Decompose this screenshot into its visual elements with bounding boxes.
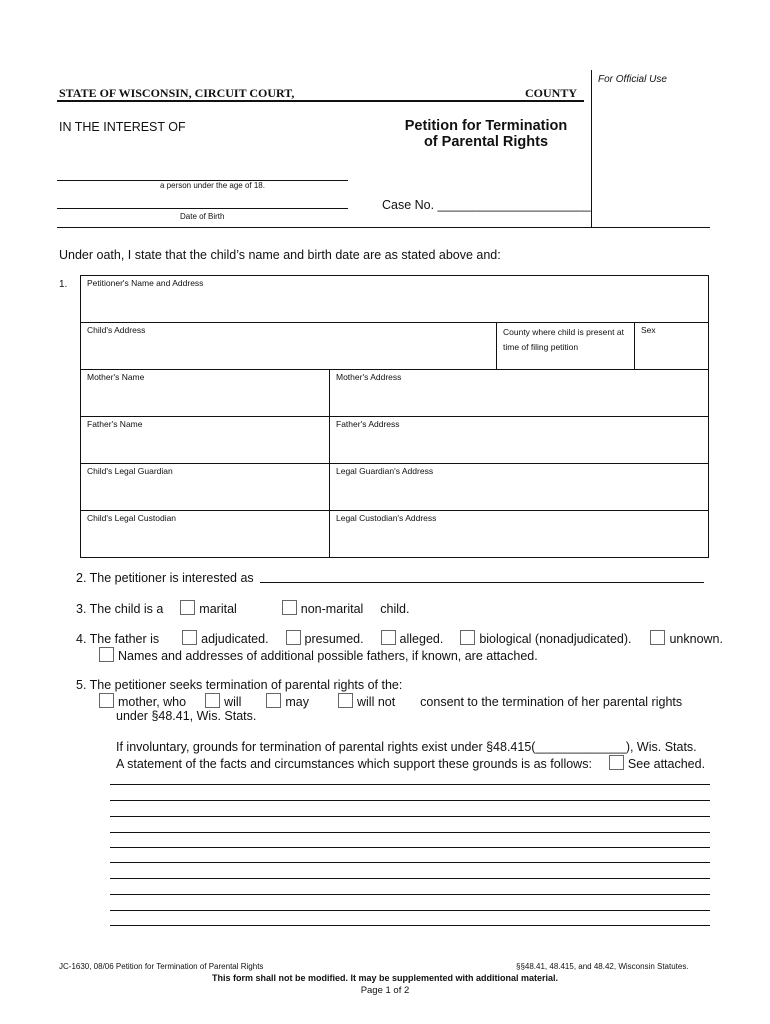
item-4-row bbox=[76, 630, 723, 646]
person-under-18-label: a person under the age of 18. bbox=[160, 181, 265, 190]
county-present-label-1: County where child is present at bbox=[503, 327, 624, 337]
court-label: STATE OF WISCONSIN, CIRCUIT COURT, bbox=[59, 86, 295, 100]
see-attached-checkbox[interactable] bbox=[609, 755, 624, 770]
custodian-address-cell[interactable] bbox=[330, 511, 709, 558]
mothers-name-cell[interactable] bbox=[81, 370, 330, 417]
consent-text: consent to the termination of her parental rights bbox=[420, 695, 683, 709]
statement-line[interactable] bbox=[110, 894, 710, 895]
county-label: COUNTY bbox=[525, 86, 578, 100]
alleged-label: alleged. bbox=[399, 632, 444, 646]
official-use-label: For Official Use bbox=[598, 74, 667, 85]
marital-checkbox[interactable] bbox=[180, 600, 195, 615]
item-3-row bbox=[76, 600, 409, 616]
guardian-address-cell[interactable] bbox=[330, 464, 709, 511]
will-not-checkbox[interactable] bbox=[338, 693, 353, 708]
mothers-address-label: Mother's Address bbox=[336, 372, 402, 382]
statement-line[interactable] bbox=[110, 878, 710, 879]
may-label: may bbox=[285, 695, 310, 709]
court-underline bbox=[57, 100, 584, 102]
guardian-address-label: Legal Guardian's Address bbox=[336, 466, 434, 476]
marital-label: marital bbox=[199, 602, 237, 616]
footer-page-number: Page 1 of 2 bbox=[360, 985, 410, 996]
item-5-options-row bbox=[99, 693, 682, 709]
sex-label: Sex bbox=[641, 325, 656, 335]
item-3-suffix: child. bbox=[380, 602, 410, 616]
fathers-address-cell[interactable] bbox=[330, 417, 709, 464]
mothers-name-label: Mother's Name bbox=[87, 372, 145, 382]
non-marital-label: non-marital bbox=[300, 602, 364, 616]
non-marital-checkbox[interactable] bbox=[282, 600, 297, 615]
item-1-number: 1. bbox=[59, 279, 68, 290]
mother-label: mother, who bbox=[118, 695, 187, 709]
mothers-address-cell[interactable] bbox=[330, 370, 709, 417]
item-2-interest: 2. The petitioner is interested as bbox=[76, 571, 254, 585]
adjudicated-label: adjudicated. bbox=[201, 632, 269, 646]
sex-cell[interactable] bbox=[635, 323, 709, 370]
petitioner-name-address-cell[interactable] bbox=[81, 276, 709, 323]
statement-text: A statement of the facts and circumstances which support these grounds is as follows: bbox=[116, 757, 592, 771]
presumed-checkbox[interactable] bbox=[286, 630, 301, 645]
statement-line[interactable] bbox=[110, 862, 710, 863]
statement-line[interactable] bbox=[110, 925, 710, 926]
see-attached-label: See attached. bbox=[627, 757, 706, 771]
fathers-name-cell[interactable] bbox=[81, 417, 330, 464]
fathers-name-label: Father's Name bbox=[87, 419, 143, 429]
in-interest-label: IN THE INTEREST OF bbox=[59, 120, 186, 134]
involuntary-grounds: If involuntary, grounds for termination of parental rights exist under §48.415(_____________), Wis. Stats. bbox=[116, 740, 697, 754]
may-checkbox[interactable] bbox=[266, 693, 281, 708]
footer-form-id: JC-1630, 08/06 Petition for Termination of Parental Rights bbox=[59, 962, 264, 971]
statement-line[interactable] bbox=[110, 784, 710, 785]
statement-line[interactable] bbox=[110, 816, 710, 817]
presumed-label: presumed. bbox=[304, 632, 364, 646]
county-present-cell[interactable] bbox=[497, 323, 635, 370]
unknown-label: unknown. bbox=[669, 632, 723, 646]
item-3-prefix: 3. The child is a bbox=[76, 602, 164, 616]
header-bottom-rule bbox=[57, 227, 710, 228]
statement-row bbox=[116, 755, 705, 771]
dob-line[interactable] bbox=[57, 208, 348, 209]
adjudicated-checkbox[interactable] bbox=[182, 630, 197, 645]
legal-custodian-label: Child's Legal Custodian bbox=[87, 513, 177, 523]
statement-line[interactable] bbox=[110, 910, 710, 911]
petitioner-label: Petitioner's Name and Address bbox=[87, 278, 204, 288]
additional-fathers-checkbox[interactable] bbox=[99, 647, 114, 662]
intro-statement: Under oath, I state that the child’s name and birth date are as stated above and: bbox=[59, 248, 501, 262]
unknown-checkbox[interactable] bbox=[650, 630, 665, 645]
item-5-heading: 5. The petitioner seeks termination of parental rights of the: bbox=[76, 678, 403, 692]
will-label: will bbox=[224, 695, 242, 709]
page-title bbox=[380, 118, 592, 150]
county-present-label-2: time of filing petition bbox=[503, 342, 579, 352]
interest-line[interactable] bbox=[260, 582, 704, 583]
legal-guardian-label: Child's Legal Guardian bbox=[87, 466, 173, 476]
additional-fathers-label: Names and addresses of additional possible fathers, if known, are attached. bbox=[118, 649, 538, 663]
fathers-address-label: Father's Address bbox=[336, 419, 400, 429]
custodian-address-label: Legal Custodian's Address bbox=[336, 513, 437, 523]
party-info-table bbox=[80, 275, 709, 558]
title-line-1: Petition for Termination bbox=[404, 118, 568, 134]
legal-custodian-cell[interactable] bbox=[81, 511, 330, 558]
statement-line[interactable] bbox=[110, 832, 710, 833]
legal-guardian-cell[interactable] bbox=[81, 464, 330, 511]
childs-address-label: Child's Address bbox=[87, 325, 146, 335]
title-line-2: of Parental Rights bbox=[423, 134, 549, 150]
additional-fathers-row bbox=[99, 647, 538, 663]
will-not-label: will not bbox=[356, 695, 396, 709]
item-4-prefix: 4. The father is bbox=[76, 632, 160, 646]
biological-label: biological (nonadjudicated). bbox=[479, 632, 632, 646]
alleged-checkbox[interactable] bbox=[381, 630, 396, 645]
will-checkbox[interactable] bbox=[205, 693, 220, 708]
footer-notice: This form shall not be modified. It may be supplemented with additional material. bbox=[211, 973, 559, 983]
case-number-field[interactable]: Case No. ______________________ bbox=[382, 198, 591, 212]
statement-line[interactable] bbox=[110, 847, 710, 848]
item-5-stats: under §48.41, Wis. Stats. bbox=[116, 709, 257, 723]
mother-checkbox[interactable] bbox=[99, 693, 114, 708]
biological-checkbox[interactable] bbox=[460, 630, 475, 645]
footer-statutes: §§48.41, 48.415, and 48.42, Wisconsin Statutes. bbox=[516, 962, 689, 971]
statement-line[interactable] bbox=[110, 800, 710, 801]
childs-address-cell[interactable] bbox=[81, 323, 497, 370]
dob-label: Date of Birth bbox=[180, 212, 225, 221]
